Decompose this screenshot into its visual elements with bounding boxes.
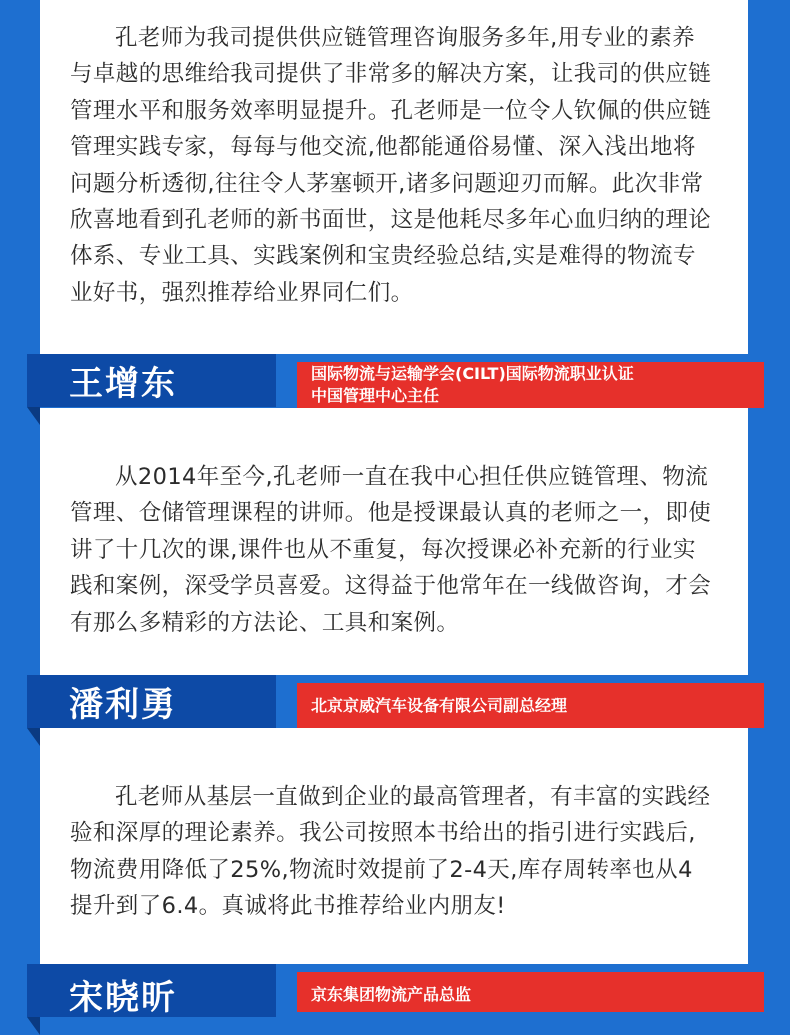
endorser-name-box (27, 354, 276, 407)
endorser-name-box (27, 964, 276, 1017)
endorser-title-line: 京东集团物流产品总监 (311, 985, 472, 1004)
testimonial-text: 孔老师从基层一直做到企业的最高管理者，有丰富的实践经验和深厚的理论素养。我公司按照本书给出的指引进行实践后,物流费用降低了25%,物流时效提前了2-4天,库存周转率也从4提升到了6.4。真诚将此书推荐给业内朋友! (70, 784, 711, 920)
endorser-title-box (297, 972, 764, 1012)
endorser-title-line: 北京京威汽车设备有限公司副总经理 (311, 695, 568, 715)
testimonial-card-3 (40, 728, 748, 964)
endorser-name: 潘利勇 (69, 685, 177, 725)
testimonial-text: 孔老师为我司提供供应链管理咨询服务多年,用专业的素养与卓越的思维给我司提供了非常多的解决方案，让我司的供应链管理水平和服务效率明显提升。孔老师是一位令人钦佩的供应链管理实践专家，每每与他交流,他都能通俗易懂、深入浅出地将问题分析透彻,往往令人茅塞顿开,诸多问题迎刃而解。此次非常欣喜地看到孔老师的新书面世，这是他耗尽多年心血归纳的理论体系、专业工具、实践案例和宝贵经验总结,实是难得的物流专业好书，强烈推荐给业界同仁们。 (70, 25, 712, 306)
endorser-title-line: 中国管理中心主任 (311, 386, 440, 405)
testimonial-text: 从2014年至今,孔老师一直在我中心担任供应链管理、物流管理、仓储管理课程的讲师。他是授课最认真的老师之一，即使讲了十几次的课,课件也从不重复，每次授课必补充新的行业实践和案例，深受学员喜爱。这得益于他常年在一线做咨询，才会有那么多精彩的方法论、工具和案例。 (70, 464, 712, 636)
endorser-name: 宋晓昕 (69, 978, 177, 1018)
testimonial-card-2 (40, 408, 748, 675)
endorser-name-box (27, 675, 276, 728)
endorser-title-box (297, 683, 764, 728)
endorser-name: 王增东 (69, 364, 177, 404)
endorser-title-box (297, 362, 764, 408)
endorser-title-line: 国际物流与运输学会(CILT)国际物流职业认证 (311, 364, 634, 383)
testimonial-card-1 (40, 0, 748, 354)
